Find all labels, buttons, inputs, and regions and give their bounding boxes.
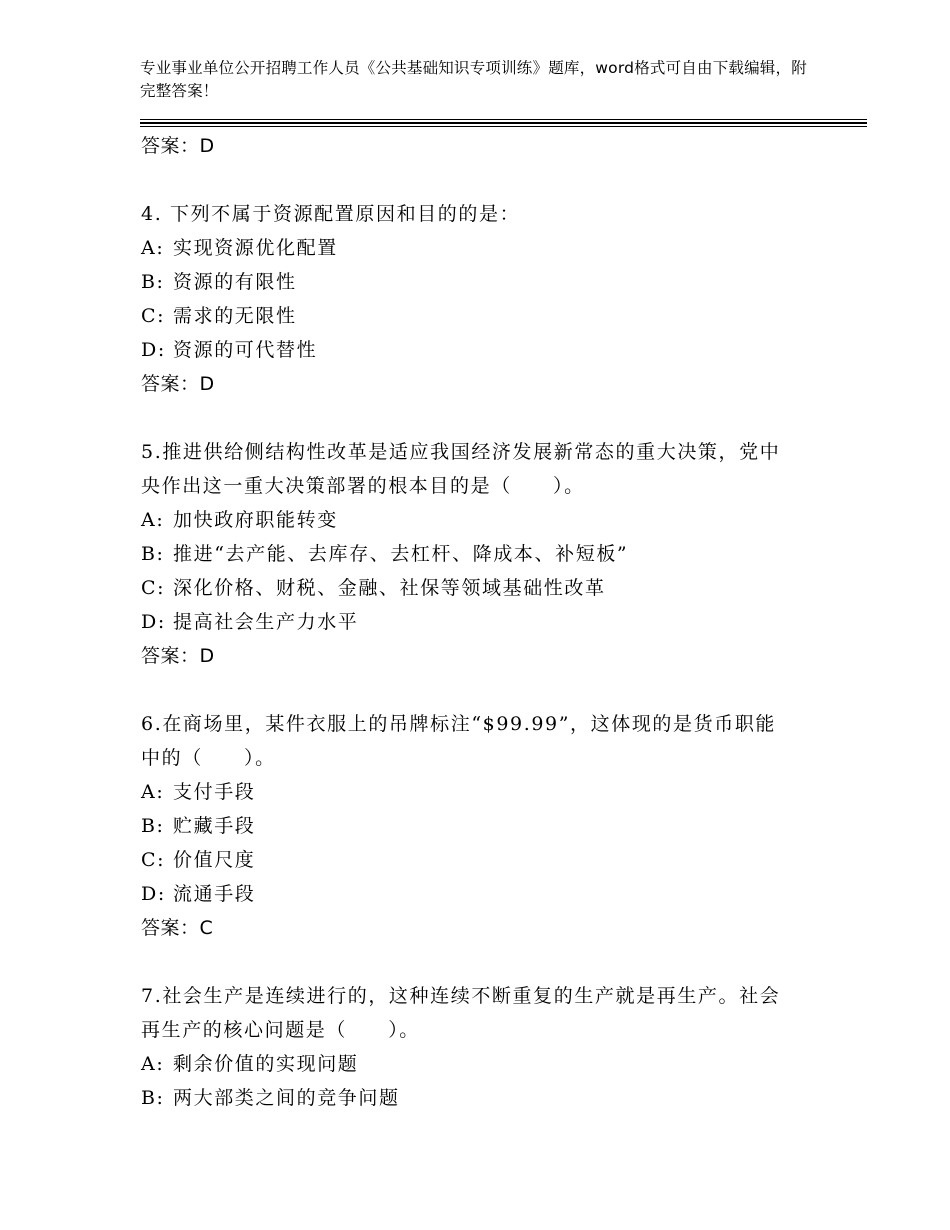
option-b: [141, 809, 801, 843]
option-letter: A:: [141, 781, 165, 803]
question-text: 6.在商场里，某件衣服上的吊牌标注“$99.99”，这体现的是货币职能中的（ ）。: [141, 713, 777, 769]
option-letter: A:: [141, 237, 165, 259]
option-d: [141, 333, 801, 367]
header-rule-top: [140, 119, 867, 120]
option-d: [141, 605, 801, 639]
option-letter: B:: [141, 543, 165, 565]
option-text: 需求的无限性: [173, 305, 297, 327]
question-text: 5.推进供给侧结构性改革是适应我国经济发展新常态的重大决策，党中央作出这一重大决策部署的根本目的是（ ）。: [141, 441, 781, 497]
header-rule-middle: [140, 122, 867, 124]
option-letter: A:: [141, 1053, 165, 1075]
spacer: [141, 163, 801, 197]
question-5: [141, 435, 801, 673]
option-text: 实现资源优化配置: [173, 237, 338, 259]
option-b: [141, 1081, 801, 1115]
option-text: 深化价格、财税、金融、社保等领域基础性改革: [173, 577, 606, 599]
option-b: [141, 537, 801, 571]
option-letter: B:: [141, 271, 165, 293]
option-letter: A:: [141, 509, 165, 531]
option-text: 两大部类之间的竞争问题: [173, 1087, 400, 1109]
option-a: [141, 775, 801, 809]
header-text: 专业事业单位公开招聘工作人员《公共基础知识专项训练》题库，word格式可自由下载编辑，附完整答案！: [140, 59, 807, 100]
answer-previous: 答案：D: [141, 135, 215, 157]
option-letter: C:: [141, 305, 166, 327]
question-list: [141, 129, 801, 1115]
question-7: [141, 979, 801, 1115]
answer-line: 答案：D: [141, 373, 215, 395]
option-text: 贮藏手段: [173, 815, 256, 837]
option-a: [141, 503, 801, 537]
option-text: 资源的有限性: [173, 271, 297, 293]
question-6: [141, 707, 801, 945]
answer-line: 答案：D: [141, 645, 215, 667]
option-c: [141, 843, 801, 877]
option-text: 提高社会生产力水平: [173, 611, 359, 633]
question-4: [141, 197, 801, 401]
option-letter: D:: [141, 611, 166, 633]
option-letter: C:: [141, 577, 166, 599]
option-letter: B:: [141, 1087, 165, 1109]
option-d: [141, 877, 801, 911]
option-text: 剩余价值的实现问题: [173, 1053, 359, 1075]
option-letter: D:: [141, 339, 166, 361]
option-text: 资源的可代替性: [173, 339, 318, 361]
page-header: [140, 57, 810, 103]
question-text: 4. 下列不属于资源配置原因和目的的是：: [141, 203, 521, 225]
option-a: [141, 1047, 801, 1081]
option-text: 推进“去产能、去库存、去杠杆、降成本、补短板”: [173, 543, 629, 565]
question-text: 7.社会生产是连续进行的，这种连续不断重复的生产就是再生产。社会再生产的核心问题是（ ）。: [141, 985, 781, 1041]
option-a: [141, 231, 801, 265]
spacer: [141, 945, 801, 979]
option-c: [141, 299, 801, 333]
option-text: 加快政府职能转变: [173, 509, 338, 531]
option-text: 支付手段: [173, 781, 256, 803]
answer-line: 答案：C: [141, 917, 214, 939]
option-letter: C:: [141, 849, 166, 871]
spacer: [141, 673, 801, 707]
option-letter: B:: [141, 815, 165, 837]
spacer: [141, 401, 801, 435]
option-b: [141, 265, 801, 299]
header-rule-bottom: [140, 126, 867, 127]
option-text: 流通手段: [173, 883, 256, 905]
option-c: [141, 571, 801, 605]
option-text: 价值尺度: [173, 849, 256, 871]
option-letter: D:: [141, 883, 166, 905]
